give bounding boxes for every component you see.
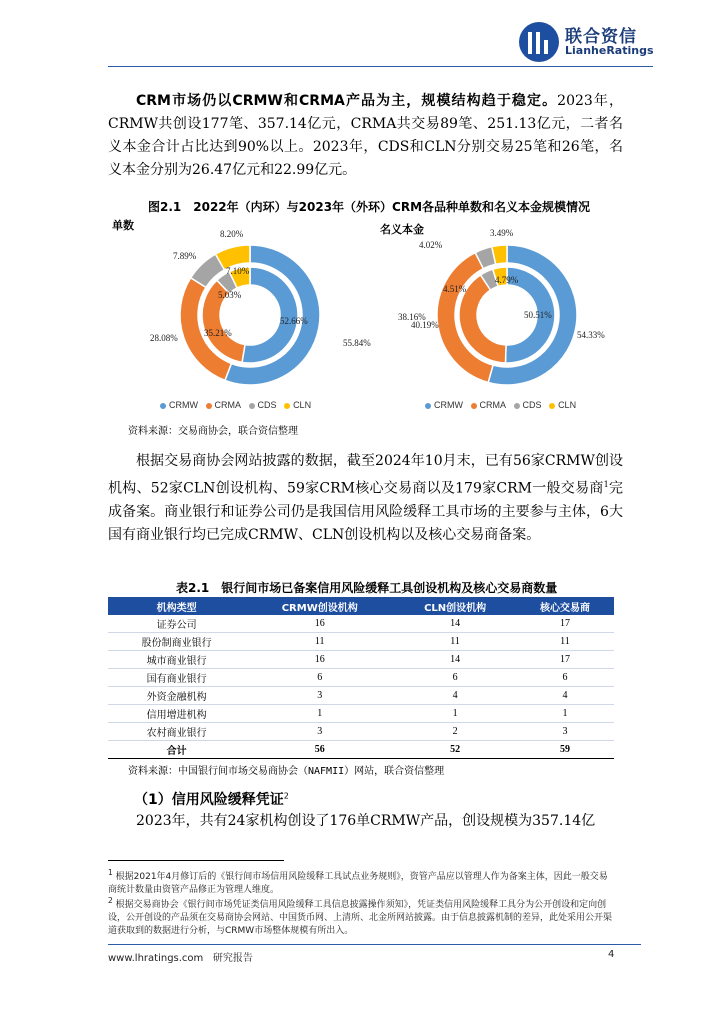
legend-item-crma: CRMA: [206, 400, 242, 410]
chart-title-count: 单数: [112, 219, 134, 232]
legend-item-crmw: CRMW: [425, 400, 463, 410]
footnote-1: $^1$ 根据2021年4月修订后的《银行间市场信用风险缓释工具试点业务规则》，资管产品应以管理人作为备案主体，因此一般交易商统计数量由资管产品修正为管理人维度。: [108, 868, 608, 895]
outer-ring-label-cln: 3.49%: [490, 228, 514, 238]
table-row: 信用增进机构 1 1 1: [108, 705, 614, 723]
chart-legend-count: [160, 400, 311, 410]
footnote-rule: [108, 860, 284, 861]
table-total-row: 合计 56 52 59: [108, 741, 614, 759]
inner-ring-label-crmw: 52.66%: [280, 316, 308, 326]
table-row: 国有商业银行 6 6 6: [108, 669, 614, 687]
logo-mark-icon: [519, 22, 559, 62]
footnote-2: $^2$ 根据交易商协会《银行间市场凭证类信用风险缓释工具信息披露操作须知》，凭证类信用风险缓释工具分为公开创设和定向创设，公开创设的产品须在交易商协会网站、中国货币网、上清所、北金所网站披露。由于信息披露机制的差异，此处采用公开渠道获取到的数据进行分析，与CRMW市场整体规模有所出入。: [108, 896, 613, 936]
outer-ring-label-crmw: 55.84%: [343, 338, 371, 348]
col-header-core-dealer: 核心交易商: [516, 597, 614, 615]
donut-chart-count: [150, 229, 371, 385]
outer-ring-label-crma: 38.16%: [398, 312, 426, 322]
legend-item-cln: CLN: [284, 400, 311, 410]
outer-ring-label-crma: 28.08%: [150, 333, 178, 343]
table-header-row: [108, 597, 614, 615]
footnote-ref-2[interactable]: 2: [283, 791, 289, 801]
table-caption: 表2.1 银行间市场已备案信用风险缓释工具创设机构及核心交易商数量: [176, 581, 558, 595]
company-logo: [519, 22, 654, 62]
table-row: 农村商业银行 3 2 3: [108, 723, 614, 741]
legend-item-cds: CDS: [514, 400, 542, 410]
table-row: 证券公司 16 14 17: [108, 615, 614, 633]
outer-ring-label-cds: 7.89%: [173, 251, 197, 261]
header-rule: [108, 66, 653, 67]
page-number: 4: [608, 949, 615, 960]
inner-ring-label-cln: 4.79%: [495, 275, 519, 285]
paragraph-registrations: 根据交易商协会网站披露的数据，截至2024年10月末，已有56家CRMW创设机构、52家CLN创设机构、59家CRM核心交易商以及179家CRM一般交易商$^1$完成备案。商业银行和证券公司仍是我国信用风险缓释工具市场的主要参与主体，6大国有商业银行均已完成CRMW、CLN创设机构以及核心交易商备案。: [108, 453, 623, 543]
legend-item-cln: CLN: [549, 400, 576, 410]
inner-ring-label-crmw: 50.51%: [524, 310, 552, 320]
table-row: 外资金融机构 3 4 4: [108, 687, 614, 705]
donut-chart-notional: [398, 228, 605, 385]
donut-charts: [108, 212, 628, 417]
col-header-cln: CLN创设机构: [394, 597, 516, 615]
paragraph-lead: CRM市场仍以CRMW和CRMA产品为主，规模结构趋于稳定。: [136, 93, 558, 109]
col-header-type: 机构类型: [108, 597, 245, 615]
footer-site-link[interactable]: www.lhratings.com: [108, 953, 204, 964]
footer-label: 研究报告: [212, 953, 253, 964]
section-heading: （1）信用风险缓释凭证$^2$: [134, 791, 289, 808]
legend-item-crma: CRMA: [471, 400, 507, 410]
outer-ring-label-cln: 8.20%: [220, 229, 244, 239]
paragraph-crmw-2023: 2023年，共有24家机构创设了176单CRMW产品，创设规模为357.14亿: [136, 813, 596, 829]
figure-caption: 图2.1 2022年（内环）与2023年（外环）CRM各品种单数和名义本金规模情况: [148, 200, 591, 214]
institutions-table: [108, 597, 614, 759]
paragraph-body: 2023年，CRMW共创设177笔、357.14亿元，CRMA共交易89笔、251.13亿元，二者名义本金合计占比达到90%以上。2023年，CDS和CLN分别交易25笔和26笔，名义本金分别为26.47亿元和22.99亿元。: [108, 93, 623, 178]
table-row: 股份制商业银行 11 11 11: [108, 633, 614, 651]
col-header-crmw: CRMW创设机构: [245, 597, 394, 615]
legend-item-cds: CDS: [249, 400, 277, 410]
outer-ring-label-crmw: 54.33%: [577, 330, 605, 340]
legend-item-crmw: CRMW: [160, 400, 198, 410]
logo-text-en: LianheRatings: [565, 44, 654, 57]
outer-ring-label-cds: 4.02%: [419, 240, 443, 250]
footer-left: [108, 949, 253, 964]
figure-source: 资料来源：交易商协会，联合资信整理: [128, 426, 298, 437]
footer-rule: [108, 944, 641, 945]
logo-text-cn: 联合资信: [565, 27, 637, 47]
paragraph-crm-market: [108, 90, 623, 182]
footnote-ref-1[interactable]: 1: [603, 480, 609, 489]
table-source: 资料来源：中国银行间市场交易商协会（NAFMII）网站，联合资信整理: [128, 766, 445, 777]
chart-legend-notional: [425, 400, 576, 410]
inner-ring-label-cds: 5.03%: [218, 290, 242, 300]
inner-ring-label-crma: 40.19%: [411, 320, 439, 330]
table-row: 城市商业银行 16 14 17: [108, 651, 614, 669]
chart-title-notional: 名义本金: [380, 223, 424, 236]
inner-ring-label-crma: 35.21%: [204, 328, 232, 338]
inner-ring-label-cds: 4.51%: [443, 284, 467, 294]
inner-ring-label-cln: 7.10%: [226, 266, 250, 276]
